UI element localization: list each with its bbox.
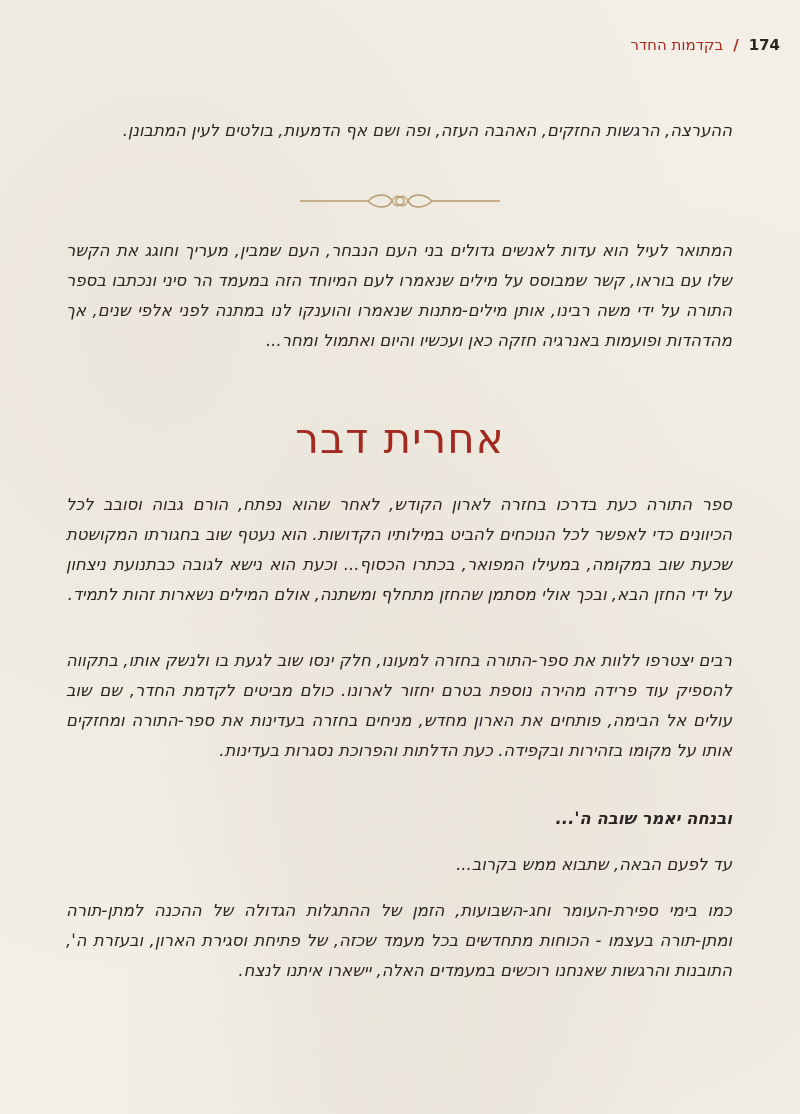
book-title: בקדמות החדר xyxy=(630,36,724,54)
header-separator: / xyxy=(733,36,739,54)
paragraph-5: ובנחה יאמר שובה ה'... xyxy=(555,809,732,828)
paragraph-3: ספר התורה כעת בדרכו בחזרה לארון הקודש, לאחר שהוא נפתח, הורם גבוה וסובב לכל הכיוונים כדי לאפשר לכל הנוכחים להביט במילותיו הקדושות. הוא נעטף שוב בחגורתו המקושטת שכעת שוב במקומה, במעילו המפואר, בכתרו הכסוף... וכעת הוא נישא לגובה כבתנועת ניצחון על ידי החזן הבא, ובכך אולי מסתמן שהחזן מתחלף ומשתנה, אולם המילים נשארות זהות לתמיד. xyxy=(66,495,732,604)
ornament-divider-icon xyxy=(300,190,500,212)
paragraph-2: המתואר לעיל הוא עדות לאנשים גדולים בני העם הנבחר, העם שמבין, מעריך וחוגג את הקשר שלו עם בוראו, קשר שמבוסס על מילים שנאמרו לעם המיוחד הזה במעמד הר סיני ונכתבו בספר התורה על ידי משה רבינו, אותן מילים-מתנות שנאמרו והוענקו לנו במתנה לפני אלפי שנים, אך מהדהדות ופועמות באנרגיה חזקה כאן ועכשיו והיום ואתמול ומחר... xyxy=(66,241,732,350)
paragraph-6: עד לפעם הבאה, שתבוא ממש בקרוב... xyxy=(456,855,732,874)
paragraph-1: ההערצה, הרגשות החזקים, האהבה העזה, ופה ושם אף הדמעות, בולטים לעין המתבונן. xyxy=(122,121,732,140)
page-number: 174 xyxy=(748,36,780,54)
paragraph-7: כמו בימי ספירת-העומר וחג-השבועות, הזמן של ההתגלות הגדולה של ההכנה למתן-תורה ומתן-תורה בעצמו - הכוחות מתחדשים בכל מעמד שכזה, של פתיחת וסגירת הארון, ובעזרת ה', התובנות והרגשות שאנחנו רוכשים במעמדים האלה, יישארו איתנו לנצח. xyxy=(66,901,732,980)
running-header xyxy=(560,36,780,54)
section-heading: אחרית דבר xyxy=(295,414,505,463)
paragraph-4: רבים יצטרפו ללוות את ספר-התורה בחזרה למעונו, חלק ינסו שוב לגעת בו ולנשק אותו, בתקווה להספיק עוד פרידה מהירה נוספת בטרם יחזור לארונו. כולם מביטים לקדמת החדר, שם שוב עולים אל הבימה, פותחים את הארון מחדש, מניחים בחזרה בעדינות את ספר-התורה ומחזקים אותו על מקומו בזהירות ובקפידה. כעת הדלתות והפרוכת נסגרות בעדינות. xyxy=(66,651,732,760)
